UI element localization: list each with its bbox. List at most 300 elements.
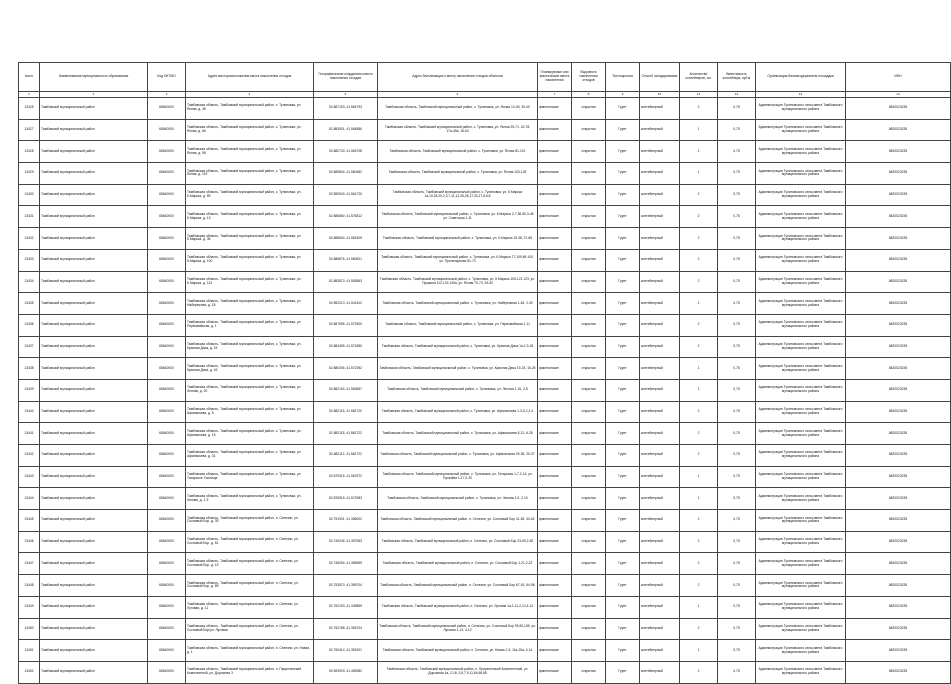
surface-type-cell: Грунт (606, 119, 640, 141)
nearby-objects-cell: Тамбовская область, Тамбовский муниципальный район, с. Тулиновка, ул. К.Маркса 77-109,69-100, ул. Пролетарская 51-73 (378, 249, 538, 271)
site-status-cell: фактические (538, 271, 572, 293)
municipality-cell: Тамбовский муниципальный район (40, 228, 148, 250)
oktmo-code-cell: 68640000 (148, 206, 186, 228)
coordinates-cell: 52.884305, 41.571880 (314, 336, 378, 358)
coordinates-cell: 52.887103, 41.564793 (314, 98, 378, 120)
inn-code-cell: 6820023235 (846, 184, 951, 206)
inn-code-cell: 6820023235 (846, 401, 951, 423)
nearby-objects-cell: Тамбовская область, Тамбовский муниципальный район, с. Тулиновка, ул. Афанасьева 29-35, 29-37 (378, 445, 538, 467)
container-count-cell: 1 (680, 358, 718, 380)
container-count-cell: 1 (680, 141, 718, 163)
column-header: Вид места накопления отходов (572, 63, 606, 92)
inn-code-cell: 6820023235 (846, 249, 951, 271)
row-number-cell: 13434 (19, 271, 40, 293)
coordinates-cell: 52.890940, 41.561720 (314, 184, 378, 206)
site-address-cell: Тамбовская область, Тамбовский муниципальный район, с. Тулиновка, ул. Афанасьева, д. 31 (186, 445, 314, 467)
nearby-objects-cell: Тамбовская область, Тамбовский муниципальный район, п. Селезни, ул. Сосновый Бор 23-69,2-50 (378, 531, 538, 553)
container-volume-cell: 0,75 (718, 293, 756, 315)
balance-holder-cell: Администрация Тулиновского сельсовета Тамбовского муниципального района (756, 293, 846, 315)
coordinates-cell: 52.748294, 41.355969 (314, 553, 378, 575)
nearby-objects-cell: Тамбовская область, Тамбовский муниципальный район, с. Тулиновка, ул. Первомайская 1-11 (378, 314, 538, 336)
oktmo-code-cell: 68640000 (148, 401, 186, 423)
nearby-objects-cell: Тамбовская область, Тамбовский муниципальный район, п. Селезни, ул. Сосновый Бор 93,95,105, ул. Луговая 1-13, 4-12 (378, 618, 538, 640)
table-row (19, 661, 951, 683)
municipality-cell: Тамбовский муниципальный район (40, 314, 148, 336)
container-count-cell: 2 (680, 336, 718, 358)
site-type-cell: открытая (572, 640, 606, 662)
site-status-cell: фактические (538, 488, 572, 510)
surface-type-cell: Грунт (606, 293, 640, 315)
row-number-cell: 13439 (19, 379, 40, 401)
inn-code-cell: 6820023235 (846, 575, 951, 597)
site-address-cell: Тамбовская область, Тамбовский муниципальный район, с. Тулиновка, ул. Ясная, д. 66 (186, 119, 314, 141)
oktmo-code-cell: 68640000 (148, 358, 186, 380)
row-number-cell: 13430 (19, 184, 40, 206)
coordinates-cell: 52.882115, 41.562722 (314, 423, 378, 445)
table-row (19, 336, 951, 358)
table-row (19, 466, 951, 488)
nearby-objects-cell: Тамбовская область, Тамбовский муниципальный район, с. Тулиновка, ул. Набережная 1-63, 2-30 (378, 293, 538, 315)
balance-holder-cell: Администрация Тулиновского сельсовета Тамбовского муниципального района (756, 531, 846, 553)
storage-method-cell: контейнерный (640, 510, 680, 532)
container-count-cell: 1 (680, 119, 718, 141)
inn-code-cell: 6820023235 (846, 661, 951, 683)
inn-code-cell: 6820023235 (846, 163, 951, 185)
municipality-cell: Тамбовский муниципальный район (40, 141, 148, 163)
balance-holder-cell: Администрация Тулиновского сельсовета Тамбовского муниципального района (756, 119, 846, 141)
surface-type-cell: Грунт (606, 228, 640, 250)
site-type-cell: открытая (572, 596, 606, 618)
inn-code-cell: 6820023235 (846, 271, 951, 293)
balance-holder-cell: Администрация Тулиновского сельсовета Тамбовского муниципального района (756, 466, 846, 488)
site-address-cell: Тамбовская область, Тамбовский муниципальный район, п. Селезни, ул. Новая, д. 1 (186, 640, 314, 662)
table-row (19, 358, 951, 380)
site-address-cell: Тамбовская область, Тамбовский муниципальный район, с. Тулиновка, ул. Афанасьева, д. 15 (186, 423, 314, 445)
row-number-cell: 13425 (19, 98, 40, 120)
site-status-cell: фактические (538, 293, 572, 315)
row-number-cell: 13440 (19, 401, 40, 423)
nearby-objects-cell: Тамбовская область, Тамбовский муниципальный район, п. Приреченский Комплектный, ул. Дорожная 1а, 2-16, 3,5,7,9,11,64,66,68 (378, 661, 538, 683)
container-volume-cell: 0,75 (718, 553, 756, 575)
coordinates-cell: 52.751931, 41.356002 (314, 510, 378, 532)
site-type-cell: открытая (572, 184, 606, 206)
nearby-objects-cell: Тамбовская область, Тамбовский муниципальный район, с. Тулиновка, ул. Ясная 13-49, 35-40 (378, 98, 538, 120)
site-type-cell: открытая (572, 618, 606, 640)
site-status-cell: фактические (538, 249, 572, 271)
oktmo-code-cell: 68640000 (148, 184, 186, 206)
surface-type-cell: Грунт (606, 379, 640, 401)
site-address-cell: Тамбовская область, Тамбовский муниципальный район, с. Тулиновка, ул. Лесная, д. 20 (186, 379, 314, 401)
table-row (19, 98, 951, 120)
coordinates-cell: 52.752198, 41.353704 (314, 618, 378, 640)
row-number-cell: 13452 (19, 661, 40, 683)
coordinates-cell: 52.882115, 41.562720 (314, 401, 378, 423)
balance-holder-cell: Администрация Тулиновского сельсовета Тамбовского муниципального района (756, 163, 846, 185)
row-number-cell: 13433 (19, 249, 40, 271)
surface-type-cell: Грунт (606, 661, 640, 683)
table-row (19, 184, 951, 206)
nearby-objects-cell: Тамбовская область, Тамбовский муниципальный район, п. Селезни, ул. Сосновый Бор 41-63, 40-62 (378, 510, 538, 532)
container-count-cell: 2 (680, 531, 718, 553)
coordinates-cell: 52.693903, 41.483982 (314, 661, 378, 683)
municipality-cell: Тамбовский муниципальный район (40, 445, 148, 467)
surface-type-cell: Грунт (606, 466, 640, 488)
column-number: 14 (846, 92, 951, 98)
site-status-cell: фактические (538, 618, 572, 640)
container-count-cell: 2 (680, 445, 718, 467)
coordinates-cell: 52.876915, 41.572983 (314, 488, 378, 510)
surface-type-cell: Грунт (606, 336, 640, 358)
oktmo-code-cell: 68640000 (148, 98, 186, 120)
inn-code-cell: 6820023235 (846, 423, 951, 445)
row-number-cell: 13431 (19, 206, 40, 228)
oktmo-code-cell: 68640000 (148, 488, 186, 510)
municipality-cell: Тамбовский муниципальный район (40, 640, 148, 662)
container-volume-cell: 0,75 (718, 249, 756, 271)
container-count-cell: 2 (680, 98, 718, 120)
municipality-cell: Тамбовский муниципальный район (40, 531, 148, 553)
row-number-cell: 13438 (19, 358, 40, 380)
table-row (19, 141, 951, 163)
container-volume-cell: 0,75 (718, 640, 756, 662)
table-row (19, 640, 951, 662)
container-volume-cell: 0,75 (718, 314, 756, 336)
site-status-cell: фактические (538, 661, 572, 683)
container-count-cell: 1 (680, 488, 718, 510)
row-number-cell: 13444 (19, 488, 40, 510)
nearby-objects-cell: Тамбовская область, Тамбовский муниципальный район, с. Тулиновка, ул. Красная Дача 1а,2-3-18 (378, 336, 538, 358)
storage-method-cell: контейнерный (640, 184, 680, 206)
balance-holder-cell: Администрация Тулиновского сельсовета Тамбовского муниципального района (756, 141, 846, 163)
municipality-cell: Тамбовский муниципальный район (40, 510, 148, 532)
site-status-cell: фактические (538, 423, 572, 445)
site-type-cell: открытая (572, 249, 606, 271)
column-header: Вместимость контейнера, куб.м (718, 63, 756, 92)
table-row (19, 163, 951, 185)
oktmo-code-cell: 68640000 (148, 119, 186, 141)
surface-type-cell: Грунт (606, 249, 640, 271)
container-count-cell: 2 (680, 228, 718, 250)
oktmo-code-cell: 68640000 (148, 445, 186, 467)
table-row (19, 206, 951, 228)
site-status-cell: фактические (538, 510, 572, 532)
surface-type-cell: Грунт (606, 618, 640, 640)
coordinates-cell: 52.753570, 41.355704 (314, 575, 378, 597)
inn-code-cell: 6820023235 (846, 379, 951, 401)
column-header: Организация-балансодержатель площадки (756, 63, 846, 92)
balance-holder-cell: Администрация Тулиновского сельсовета Тамбовского муниципального района (756, 249, 846, 271)
row-number-cell: 13448 (19, 575, 40, 597)
storage-method-cell: контейнерный (640, 423, 680, 445)
balance-holder-cell: Администрация Тулиновского сельсовета Тамбовского муниципального района (756, 379, 846, 401)
surface-type-cell: Грунт (606, 271, 640, 293)
surface-type-cell: Грунт (606, 596, 640, 618)
site-address-cell: Тамбовская область, Тамбовский муниципальный район, с. Тулиновка, ул. Красная Дача, д. 16 (186, 358, 314, 380)
storage-method-cell: контейнерный (640, 314, 680, 336)
site-address-cell: Тамбовская область, Тамбовский муниципальный район, с. Тулиновка, ул. Набережная, д. 18 (186, 293, 314, 315)
storage-method-cell: контейнерный (640, 119, 680, 141)
oktmo-code-cell: 68640000 (148, 510, 186, 532)
site-type-cell: открытая (572, 401, 606, 423)
site-address-cell: Тамбовская область, Тамбовский муниципальный район, п. Селезни, ул. Сосновый Бор, д. 61 (186, 531, 314, 553)
site-type-cell: открытая (572, 661, 606, 683)
municipality-cell: Тамбовский муниципальный район (40, 206, 148, 228)
nearby-objects-cell: Тамбовская область, Тамбовский муниципальный район, с. Тулиновка, ул. Чехова 1-9, 2-10 (378, 488, 538, 510)
storage-method-cell: контейнерный (640, 206, 680, 228)
balance-holder-cell: Администрация Тулиновского сельсовета Тамбовского муниципального района (756, 596, 846, 618)
inn-code-cell: 6820023235 (846, 293, 951, 315)
table-row (19, 379, 951, 401)
table-row (19, 596, 951, 618)
storage-method-cell: контейнерный (640, 401, 680, 423)
surface-type-cell: Грунт (606, 423, 640, 445)
balance-holder-cell: Администрация Тулиновского сельсовета Тамбовского муниципального района (756, 575, 846, 597)
table-row (19, 271, 951, 293)
container-count-cell: 2 (680, 249, 718, 271)
inn-code-cell: 6820023235 (846, 553, 951, 575)
inn-code-cell: 6820023235 (846, 618, 951, 640)
row-number-cell: 13451 (19, 640, 40, 662)
storage-method-cell: контейнерный (640, 228, 680, 250)
surface-type-cell: Грунт (606, 531, 640, 553)
container-volume-cell: 0,75 (718, 423, 756, 445)
balance-holder-cell: Администрация Тулиновского сельсовета Тамбовского муниципального района (756, 553, 846, 575)
column-number: 2 (40, 92, 148, 98)
row-number-cell: 13445 (19, 510, 40, 532)
storage-method-cell: контейнерный (640, 163, 680, 185)
storage-method-cell: контейнерный (640, 293, 680, 315)
container-count-cell: 2 (680, 618, 718, 640)
inn-code-cell: 6820023235 (846, 228, 951, 250)
row-number-cell: 13428 (19, 141, 40, 163)
surface-type-cell: Грунт (606, 206, 640, 228)
register-sheet (18, 62, 908, 684)
site-address-cell: Тамбовская область, Тамбовский муниципальный район, с. Тулиновка, ул. Афанасьева, д. 5 (186, 401, 314, 423)
table-row (19, 618, 951, 640)
storage-method-cell: контейнерный (640, 271, 680, 293)
coordinates-cell: 52.749246, 41.357963 (314, 531, 378, 553)
coordinates-cell: 52.885680, 41.576812 (314, 206, 378, 228)
oktmo-code-cell: 68640000 (148, 596, 186, 618)
site-address-cell: Тамбовская область, Тамбовский муниципальный район, п. Селезни, ул. Сосновый Бор, д. 15 (186, 553, 314, 575)
table-row (19, 228, 951, 250)
oktmo-code-cell: 68640000 (148, 531, 186, 553)
container-volume-cell: 0,75 (718, 466, 756, 488)
inn-code-cell: 6820023235 (846, 119, 951, 141)
container-count-cell: 2 (680, 184, 718, 206)
site-address-cell: Тамбовская область, Тамбовский муниципальный район, п. Приреченский Комплектный, ул. Дорожная 3 (186, 661, 314, 683)
site-status-cell: фактические (538, 466, 572, 488)
container-count-cell: 1 (680, 640, 718, 662)
balance-holder-cell: Администрация Тулиновского сельсовета Тамбовского муниципального района (756, 184, 846, 206)
coordinates-cell: 52.882112, 41.562722 (314, 445, 378, 467)
surface-type-cell: Грунт (606, 401, 640, 423)
oktmo-code-cell: 68640000 (148, 618, 186, 640)
inn-code-cell: 6820023235 (846, 640, 951, 662)
container-count-cell: 1 (680, 293, 718, 315)
inn-code-cell: 6820023235 (846, 206, 951, 228)
site-status-cell: фактические (538, 575, 572, 597)
surface-type-cell: Грунт (606, 488, 640, 510)
site-address-cell: Тамбовская область, Тамбовский муниципальный район, п. Селезни, ул. Сосновый Бор/ул. Луговая (186, 618, 314, 640)
site-address-cell: Тамбовская область, Тамбовский муниципальный район, с. Тулиновка, ул. Ясная, д. 36 (186, 98, 314, 120)
column-header: Способ складирования (640, 63, 680, 92)
coordinates-cell: 52.882104, 41.563687 (314, 379, 378, 401)
container-volume-cell: 0,75 (718, 141, 756, 163)
municipality-cell: Тамбовский муниципальный район (40, 379, 148, 401)
municipality-cell: Тамбовский муниципальный район (40, 575, 148, 597)
balance-holder-cell: Администрация Тулиновского сельсовета Тамбовского муниципального района (756, 98, 846, 120)
site-type-cell: открытая (572, 575, 606, 597)
row-number-cell: 13442 (19, 445, 40, 467)
surface-type-cell: Грунт (606, 640, 640, 662)
nearby-objects-cell: Тамбовская область, Тамбовский муниципальный район, с. Тулиновка, ул. Красная Дача 19-23, 15-25 (378, 358, 538, 380)
container-volume-cell: 0,75 (718, 510, 756, 532)
column-number: 5 (314, 92, 378, 98)
municipality-cell: Тамбовский муниципальный район (40, 271, 148, 293)
container-volume-cell: 0,75 (718, 98, 756, 120)
municipality-cell: Тамбовский муниципальный район (40, 184, 148, 206)
site-type-cell: открытая (572, 119, 606, 141)
table-row (19, 575, 951, 597)
container-volume-cell: 0,75 (718, 119, 756, 141)
container-volume-cell: 0,75 (718, 618, 756, 640)
balance-holder-cell: Администрация Тулиновского сельсовета Тамбовского муниципального района (756, 314, 846, 336)
site-status-cell: фактические (538, 401, 572, 423)
municipality-cell: Тамбовский муниципальный район (40, 401, 148, 423)
site-address-cell: Тамбовская область, Тамбовский муниципальный район, с. Тулиновка, ул. Ясная, д. 98 (186, 141, 314, 163)
coordinates-cell: 52.885834, 41.560482 (314, 163, 378, 185)
site-type-cell: открытая (572, 206, 606, 228)
site-address-cell: Тамбовская область, Тамбовский муниципальный район, с. Тулиновка, ул. Красная Дача, д. 15 (186, 336, 314, 358)
municipality-cell: Тамбовский муниципальный район (40, 553, 148, 575)
container-count-cell: 2 (680, 553, 718, 575)
site-address-cell: Тамбовская область, Тамбовский муниципальный район, с. Тулиновка, ул. К.Маркса, д. 13 (186, 206, 314, 228)
site-type-cell: открытая (572, 336, 606, 358)
municipality-cell: Тамбовский муниципальный район (40, 98, 148, 120)
storage-method-cell: контейнерный (640, 466, 680, 488)
site-type-cell: открытая (572, 293, 606, 315)
site-address-cell: Тамбовская область, Тамбовский муниципальный район, с. Тулиновка, ул. Татарское Училище (186, 466, 314, 488)
storage-method-cell: контейнерный (640, 358, 680, 380)
surface-type-cell: Грунт (606, 141, 640, 163)
site-address-cell: Тамбовская область, Тамбовский муниципальный район, с. Тулиновка, ул. Чехова, д. 1-3 (186, 488, 314, 510)
balance-holder-cell: Администрация Тулиновского сельсовета Тамбовского муниципального района (756, 640, 846, 662)
coordinates-cell: 52.879315, 41.567872 (314, 466, 378, 488)
inn-code-cell: 6820023235 (846, 358, 951, 380)
row-number-cell: 13449 (19, 596, 40, 618)
nearby-objects-cell: Тамбовская область, Тамбовский муниципальный район, с. Тулиновка, ул. Афанасьева 1-3-5,2,2-4 (378, 401, 538, 423)
column-header: Тип покрытия (606, 63, 640, 92)
site-status-cell: фактические (538, 119, 572, 141)
balance-holder-cell: Администрация Тулиновского сельсовета Тамбовского муниципального района (756, 510, 846, 532)
site-status-cell: фактические (538, 358, 572, 380)
surface-type-cell: Грунт (606, 358, 640, 380)
site-status-cell: фактические (538, 445, 572, 467)
row-number-cell: 13441 (19, 423, 40, 445)
balance-holder-cell: Администрация Тулиновского сельсовета Тамбовского муниципального района (756, 401, 846, 423)
municipality-cell: Тамбовский муниципальный район (40, 618, 148, 640)
nearby-objects-cell: Тамбовская область, Тамбовский муниципальный район, с. Тулиновка, ул. Ясная 103-125 (378, 163, 538, 185)
balance-holder-cell: Администрация Тулиновского сельсовета Тамбовского муниципального района (756, 358, 846, 380)
site-status-cell: фактические (538, 379, 572, 401)
container-count-cell: 2 (680, 575, 718, 597)
site-status-cell: фактические (538, 553, 572, 575)
oktmo-code-cell: 68640000 (148, 314, 186, 336)
column-header: Географические координаты места накопления отходов (314, 63, 378, 92)
coordinates-cell: 52.886876, 41.560821 (314, 249, 378, 271)
column-number: 11 (680, 92, 718, 98)
row-number-cell: 13450 (19, 618, 40, 640)
balance-holder-cell: Администрация Тулиновского сельсовета Тамбовского муниципального района (756, 206, 846, 228)
container-volume-cell: 0,75 (718, 488, 756, 510)
storage-method-cell: контейнерный (640, 596, 680, 618)
oktmo-code-cell: 68640000 (148, 141, 186, 163)
storage-method-cell: контейнерный (640, 553, 680, 575)
site-type-cell: открытая (572, 379, 606, 401)
site-address-cell: Тамбовская область, Тамбовский муниципальный район, с. Тулиновка, ул. К.Маркса, д. 113 (186, 271, 314, 293)
surface-type-cell: Грунт (606, 98, 640, 120)
oktmo-code-cell: 68640000 (148, 575, 186, 597)
row-number-cell: 13429 (19, 163, 40, 185)
site-type-cell: открытая (572, 314, 606, 336)
container-volume-cell: 0,75 (718, 401, 756, 423)
container-volume-cell: 0,75 (718, 358, 756, 380)
site-type-cell: открытая (572, 553, 606, 575)
balance-holder-cell: Администрация Тулиновского сельсовета Тамбовского муниципального района (756, 618, 846, 640)
row-number-cell: 13443 (19, 466, 40, 488)
oktmo-code-cell: 68640000 (148, 293, 186, 315)
storage-method-cell: контейнерный (640, 618, 680, 640)
balance-holder-cell: Администрация Тулиновского сельсовета Тамбовского муниципального района (756, 228, 846, 250)
container-volume-cell: 0,75 (718, 379, 756, 401)
column-number: 4 (186, 92, 314, 98)
column-number: 9 (606, 92, 640, 98)
storage-method-cell: контейнерный (640, 575, 680, 597)
balance-holder-cell: Администрация Тулиновского сельсовета Тамбовского муниципального района (756, 661, 846, 683)
container-count-cell: 1 (680, 163, 718, 185)
row-number-cell: 13427 (19, 119, 40, 141)
nearby-objects-cell: Тамбовская область, Тамбовский муниципальный район, п. Селезни, ул. Луговая 1а,1-11,2-12,4-12 (378, 596, 538, 618)
nearby-objects-cell: Тамбовская область, Тамбовский муниципальный район, с. Тулиновка, ул. К.Маркса 2-7,36-50,3-45 ул. Советская 1-11 (378, 206, 538, 228)
site-address-cell: Тамбовская область, Тамбовский муниципальный район, с. Тулиновка, ул. К.Маркса, д. 36 (186, 228, 314, 250)
container-count-cell: 1 (680, 466, 718, 488)
inn-code-cell: 6820023235 (846, 336, 951, 358)
oktmo-code-cell: 68640000 (148, 336, 186, 358)
waste-sites-table (18, 62, 951, 684)
table-row (19, 401, 951, 423)
inn-code-cell: 6820023235 (846, 445, 951, 467)
site-status-cell: фактические (538, 314, 572, 336)
coordinates-cell: 52.883901, 41.564886 (314, 119, 378, 141)
inn-code-cell: 6820023235 (846, 531, 951, 553)
column-number: 7 (538, 92, 572, 98)
oktmo-code-cell: 68640000 (148, 640, 186, 662)
column-header: Адрес близлежащих к месту накопления отходов объектов (378, 63, 538, 92)
table-row (19, 293, 951, 315)
site-type-cell: открытая (572, 488, 606, 510)
balance-holder-cell: Администрация Тулиновского сельсовета Тамбовского муниципального района (756, 271, 846, 293)
oktmo-code-cell: 68640000 (148, 553, 186, 575)
table-row (19, 423, 951, 445)
container-volume-cell: 0,75 (718, 336, 756, 358)
nearby-objects-cell: Тамбовская область, Тамбовский муниципальный район, с. Тулиновка, ул. Татарская 1-7,2-14, ул. Пугачёва 1-17,2-20 (378, 466, 538, 488)
oktmo-code-cell: 68640000 (148, 249, 186, 271)
site-status-cell: фактические (538, 336, 572, 358)
site-status-cell: фактические (538, 596, 572, 618)
table-row (19, 488, 951, 510)
oktmo-code-cell: 68640000 (148, 379, 186, 401)
